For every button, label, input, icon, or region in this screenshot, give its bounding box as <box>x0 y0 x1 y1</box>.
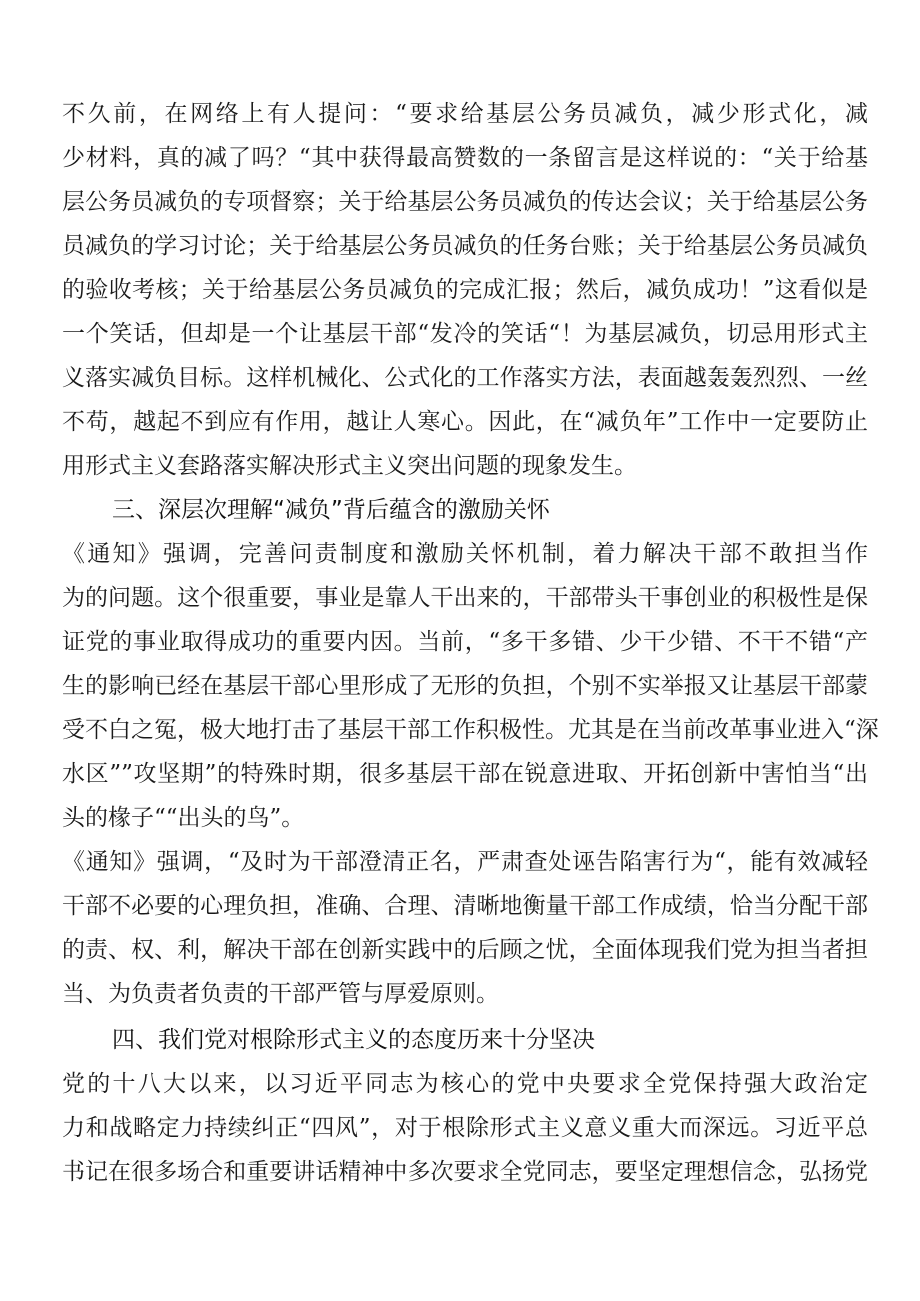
paragraph-3-line-1: 《通知》强调，“及时为干部澄清正名，严肃查处诬告陷害行为“，能有效减轻 <box>62 849 868 875</box>
paragraph-1-line-9: 用形式主义套路落实解决形式主义突出问题的现象发生。 <box>62 453 637 479</box>
paragraph-1-line-7: 义落实减负目标。这样机械化、公式化的工作落实方法，表面越轰轰烈烈、一丝 <box>62 365 868 391</box>
paragraph-2-line-4: 生的影响已经在基层干部心里形成了无形的负担，个别不实举报又让基层干部蒙 <box>62 673 868 699</box>
paragraph-2-line-1: 《通知》强调，完善问责制度和激励关怀机制，着力解决干部不敢担当作 <box>62 541 868 567</box>
paragraph-2-line-5: 受不白之冤，极大地打击了基层干部工作积极性。尤其是在当前改革事业进入“深 <box>62 717 879 743</box>
paragraph-1-line-3: 层公务员减负的专项督察；关于给基层公务员减负的传达会议；关于给基层公务 <box>62 189 868 215</box>
paragraph-1-line-8: 不苟，越起不到应有作用，越让人寒心。因此，在“减负年”工作中一定要防止 <box>62 409 868 435</box>
paragraph-2-line-6: 水区””攻坚期”的特殊时期，很多基层干部在锐意进取、开拓创新中害怕当“出 <box>62 761 868 787</box>
paragraph-1-line-6: 一个笑话，但却是一个让基层干部“发冷的笑话“！为基层减负，切忌用形式主 <box>62 321 868 347</box>
paragraph-4-line-1: 党的十八大以来，以习近平同志为核心的党中央要求全党保持强大政治定 <box>62 1071 868 1097</box>
paragraph-1-line-1: 不久前，在网络上有人提问：“要求给基层公务员减负，减少形式化，减 <box>62 101 868 127</box>
paragraph-1-line-5: 的验收考核；关于给基层公务员减负的完成汇报；然后，减负成功！”这看似是 <box>62 277 868 303</box>
paragraph-4-line-3: 书记在很多场合和重要讲话精神中多次要求全党同志，要坚定理想信念，弘扬党 <box>62 1159 868 1185</box>
paragraph-2-line-3: 证党的事业取得成功的重要内因。当前，“多干多错、少干少错、不干不错“产 <box>62 629 868 655</box>
paragraph-3-line-3: 的责、权、利，解决干部在创新实践中的后顾之忧，全面体现我们党为担当者担 <box>62 937 868 963</box>
paragraph-2-line-2: 为的问题。这个很重要，事业是靠人干出来的，干部带头干事创业的积极性是保 <box>62 585 868 611</box>
section-heading-3: 三、深层次理解“减负”背后蕴含的激励关怀 <box>112 497 550 523</box>
section-heading-4: 四、我们党对根除形式主义的态度历来十分坚决 <box>112 1027 595 1053</box>
paragraph-2-line-7: 头的椽子““出头的鸟”。 <box>62 805 305 831</box>
paragraph-1-line-2: 少材料，真的减了吗？“其中获得最高赞数的一条留言是这样说的：“关于给基 <box>62 145 868 171</box>
paragraph-3-line-2: 干部不必要的心理负担，准确、合理、清晰地衡量干部工作成绩，恰当分配干部 <box>62 893 868 919</box>
paragraph-3-line-4: 当、为负责者负责的干部严管与厚爱原则。 <box>62 981 499 1007</box>
paragraph-4-line-2: 力和战略定力持续纠正“四风”，对于根除形式主义意义重大而深远。习近平总 <box>62 1115 868 1141</box>
paragraph-1-line-4: 员减负的学习讨论；关于给基层公务员减负的任务台账；关于给基层公务员减负 <box>62 233 868 259</box>
